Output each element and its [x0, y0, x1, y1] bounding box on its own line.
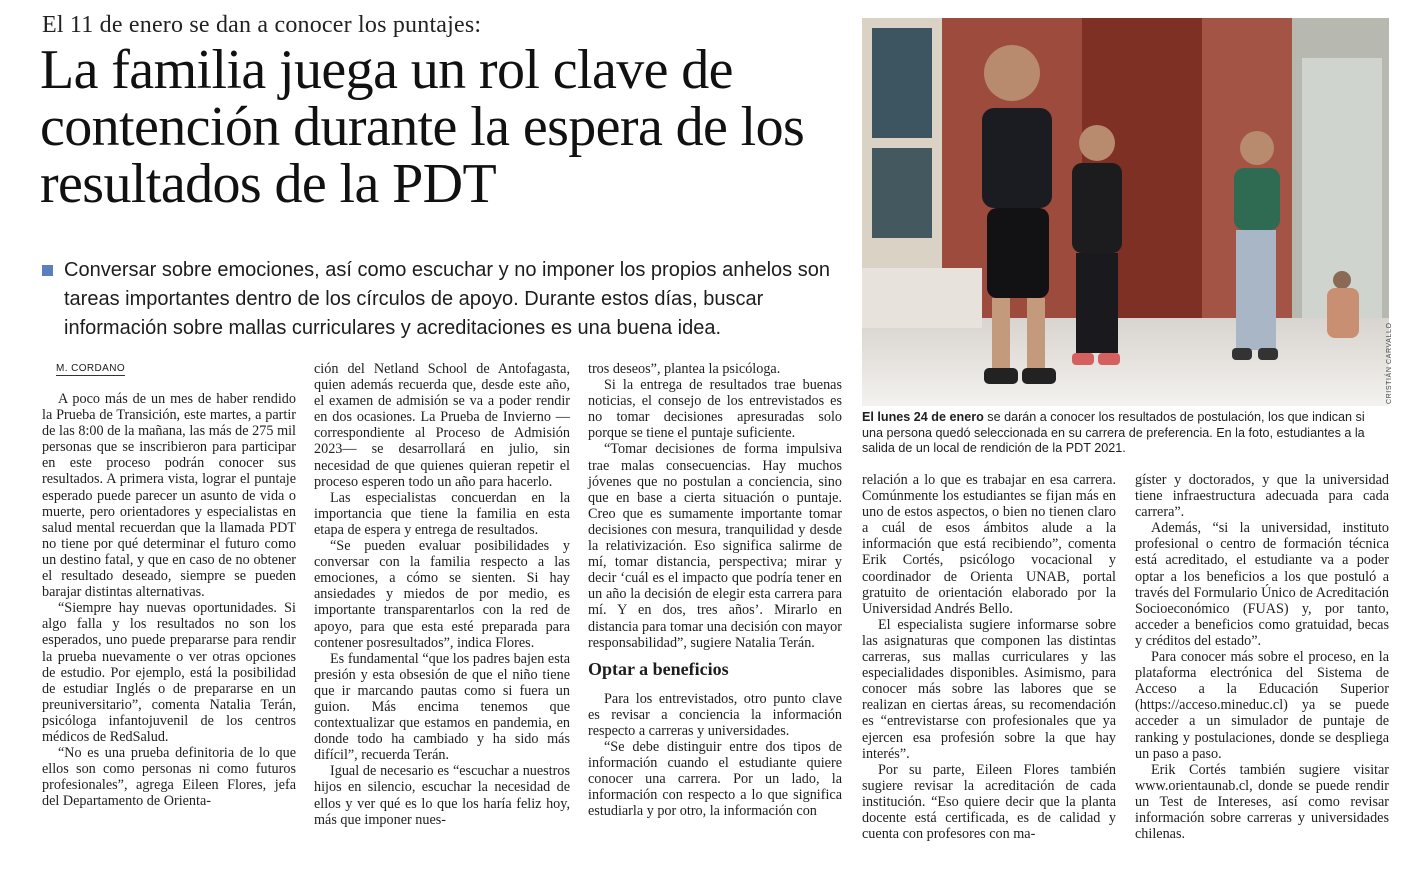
- paragraph: relación a lo que es trabajar en esa carrera. Comúnmente los estudiantes se fijan más en uno de estos aspectos, o bien no tienen claro a cuál de esos ámbitos alude a la información que está recibiendo”, comenta Erik Cortés, psicólogo vocacional y coordinador de Orienta UNAB, portal gratuito de orientación elaborado por la Universidad Andrés Bello.: [862, 472, 1116, 617]
- news-photo: [862, 18, 1389, 406]
- paragraph: Erik Cortés también sugiere visitar www.orientaunab.cl, donde se puede rendir un Test de Intereses, así como revisar información sobre carreras y universidades chilenas.: [1135, 761, 1389, 843]
- lead-text: Conversar sobre emociones, así como escuchar y no imponer los propios anhelos son tareas importantes dentro de los círculos de apoyo. Durante estos días, buscar información sobre mallas curriculares y acreditaciones es una buena idea.: [64, 259, 830, 339]
- paragraph: Es fundamental “que los padres bajen esta presión y esta obsesión de que el niño tiene que ir marcando pautas como si fuera un guion. Más encima tenemos que contextualizar que estamos en pandemia, en donde todo ha cambiado y ha sido más difícil”, recuerda Terán.: [314, 650, 570, 764]
- paragraph: tros deseos”, plantea la psicóloga.: [588, 361, 781, 377]
- column-4: [862, 472, 1116, 842]
- paragraph: “No es una prueba definitoria de lo que ellos son como personas ni como futuros profesionales”, agrega Eileen Flores, jefa del Departamento de Orienta-: [42, 745, 296, 810]
- square-bullet-icon: [42, 265, 53, 276]
- paragraph: “Se debe distinguir entre dos tipos de información cuando el estudiante quiere conocer una carrera. Por un lado, la información con respecto a lo que significa estudiarla y por otro, la información con: [588, 739, 842, 820]
- paragraph: “Se pueden evaluar posibilidades y conversar con la familia respecto a las emociones, a cómo se sienten. Si hay ansiedades y miedos de por medio, es importante transparentarlos con la red de apoyo, para que esta esté preparada para contener posresultados”, indica Flores.: [314, 538, 570, 651]
- students-walking-photo: [862, 18, 1389, 406]
- paragraph: A poco más de un mes de haber rendido la Prueba de Transición, este martes, a partir de las 8:00 de la mañana, las más de 275 mil personas que se inscribieron para participar en este proceso podrán conocer sus resultados. A primera vista, lograr el puntaje esperado puede parecer un asunto de vida o muerte, pero orientadores y especialistas en salud mental recuerdan que la llamada PDT no tiene por qué determinar el futuro como un destino fatal, y que en caso de no obtener el resultado deseado, siempre se pueden barajar distintas alternativas.: [42, 391, 296, 601]
- column-3: [588, 361, 842, 820]
- paragraph: Además, “si la universidad, instituto profesional o centro de formación técnica está acreditado, el estudiante va a poder optar a los beneficios a los que postuló a través del Formulario Único de Acreditación Socioeconómico (FUAS) y, por tanto, acceder a beneficios como gratuidad, becas y créditos del estado”.: [1135, 520, 1389, 649]
- paragraph: ción del Netland School de Antofagasta, quien además recuerda que, desde este año, el examen de admisión se va a poder rendir en dos ocasiones. La Prueba de Invierno —correspondiente al Proceso de Admisión 2023— se desarrollará en julio, sin necesidad de que quienes quieran repetir el proceso esperen todo un año para hacerlo.: [314, 361, 570, 490]
- headline: La familia juega un rol clave de contención durante la espera de los resultados de la PDT: [40, 39, 805, 215]
- paragraph: Por su parte, Eileen Flores también sugiere revisar la acreditación de cada institución. “Eso quiere decir que la planta docente está certificada, es de calidad y cuenta con profesores con ma-: [862, 761, 1116, 843]
- photo-caption: [862, 410, 1389, 457]
- paragraph: Las especialistas concuerdan en la importancia que tiene la familia en esta etapa de espera y entrega de resultados.: [314, 489, 570, 538]
- column-5: [1135, 472, 1389, 842]
- kicker: El 11 de enero se dan a conocer los puntajes:: [42, 12, 482, 38]
- subheading: Optar a beneficios: [588, 658, 729, 679]
- paragraph: “Siempre hay nuevas oportunidades. Si algo falla y los resultados no son los esperados, uno puede prepararse para rendir la prueba nuevamente o ver otras opciones de estudio. Por ejemplo, está la posibilidad de estudiar Inglés o de prepararse en un preuniversitario”, comenta Natalia Terán, psicóloga infantojuvenil de los centros médicos de RedSalud.: [42, 600, 296, 745]
- paragraph: Igual de necesario es “escuchar a nuestros hijos en silencio, escuchar la necesidad de ellos y ver qué es lo que los haría feliz hoy, más que imponer nues-: [314, 763, 570, 828]
- paragraph: El especialista sugiere informarse sobre las asignaturas que componen las distintas carreras, sus mallas curriculares y las especialidades disponibles. Asimismo, para conocer más sobre las labores que se realizan en ciertas áreas, su recomendación es “entrevistarse con profesionales que ya ejercen esa profesión sobre la que hay interés”.: [862, 616, 1116, 762]
- paragraph: Para conocer más sobre el proceso, en la plataforma electrónica del Sistema de Acceso a la Educación Superior (https://acceso.mineduc.cl) ya se puede acceder a un simulador de puntaje de ranking y postulaciones, donde se despliega un paso a paso.: [1135, 649, 1389, 762]
- paragraph: “Tomar decisiones de forma impulsiva trae malas consecuencias. Hay muchos jóvenes que no postulan a conciencia, sino que en base a cierta situación o puntaje. Creo que es sumamente importante tomar decisiones con mesura, tranquilidad y desde la relativización. Eso significa salirme de mí, tomar distancia, perspectiva; mirar y decir ‘cuál es el impacto que podría tener en un año la decisión de elegir esta carrera para mí. Y en dos, tres años’. Mirarlo en distancia para tomar una decisión con mayor responsabilidad”, sugiere Natalia Terán.: [588, 441, 842, 651]
- column-1: [42, 391, 296, 809]
- paragraph: Para los entrevistados, otro punto clave es revisar a conciencia la información respecto a carreras y universidades.: [588, 690, 842, 739]
- paragraph: Si la entrega de resultados trae buenas noticias, el consejo de los entrevistados es no tomar decisiones apresuradas solo porque se tiene el puntaje suficiente.: [588, 377, 842, 442]
- caption-text: se darán a conocer los resultados de postulación, los que indican si una persona quedó seleccionada en su carrera de preferencia. En la foto, estudiantes a la salida de un local de rendición de la PDT 2021.: [862, 410, 1365, 455]
- photo-credit: CRISTIÁN CARVALLO: [1386, 322, 1393, 404]
- caption-lead: El lunes 24 de enero: [862, 410, 984, 424]
- column-2: [314, 361, 570, 828]
- lead-paragraph: [42, 256, 842, 343]
- byline: M. CORDANO: [56, 363, 125, 374]
- paragraph: gíster y doctorados, y que la universidad tiene infraestructura adecuada para cada carrera”.: [1135, 472, 1389, 521]
